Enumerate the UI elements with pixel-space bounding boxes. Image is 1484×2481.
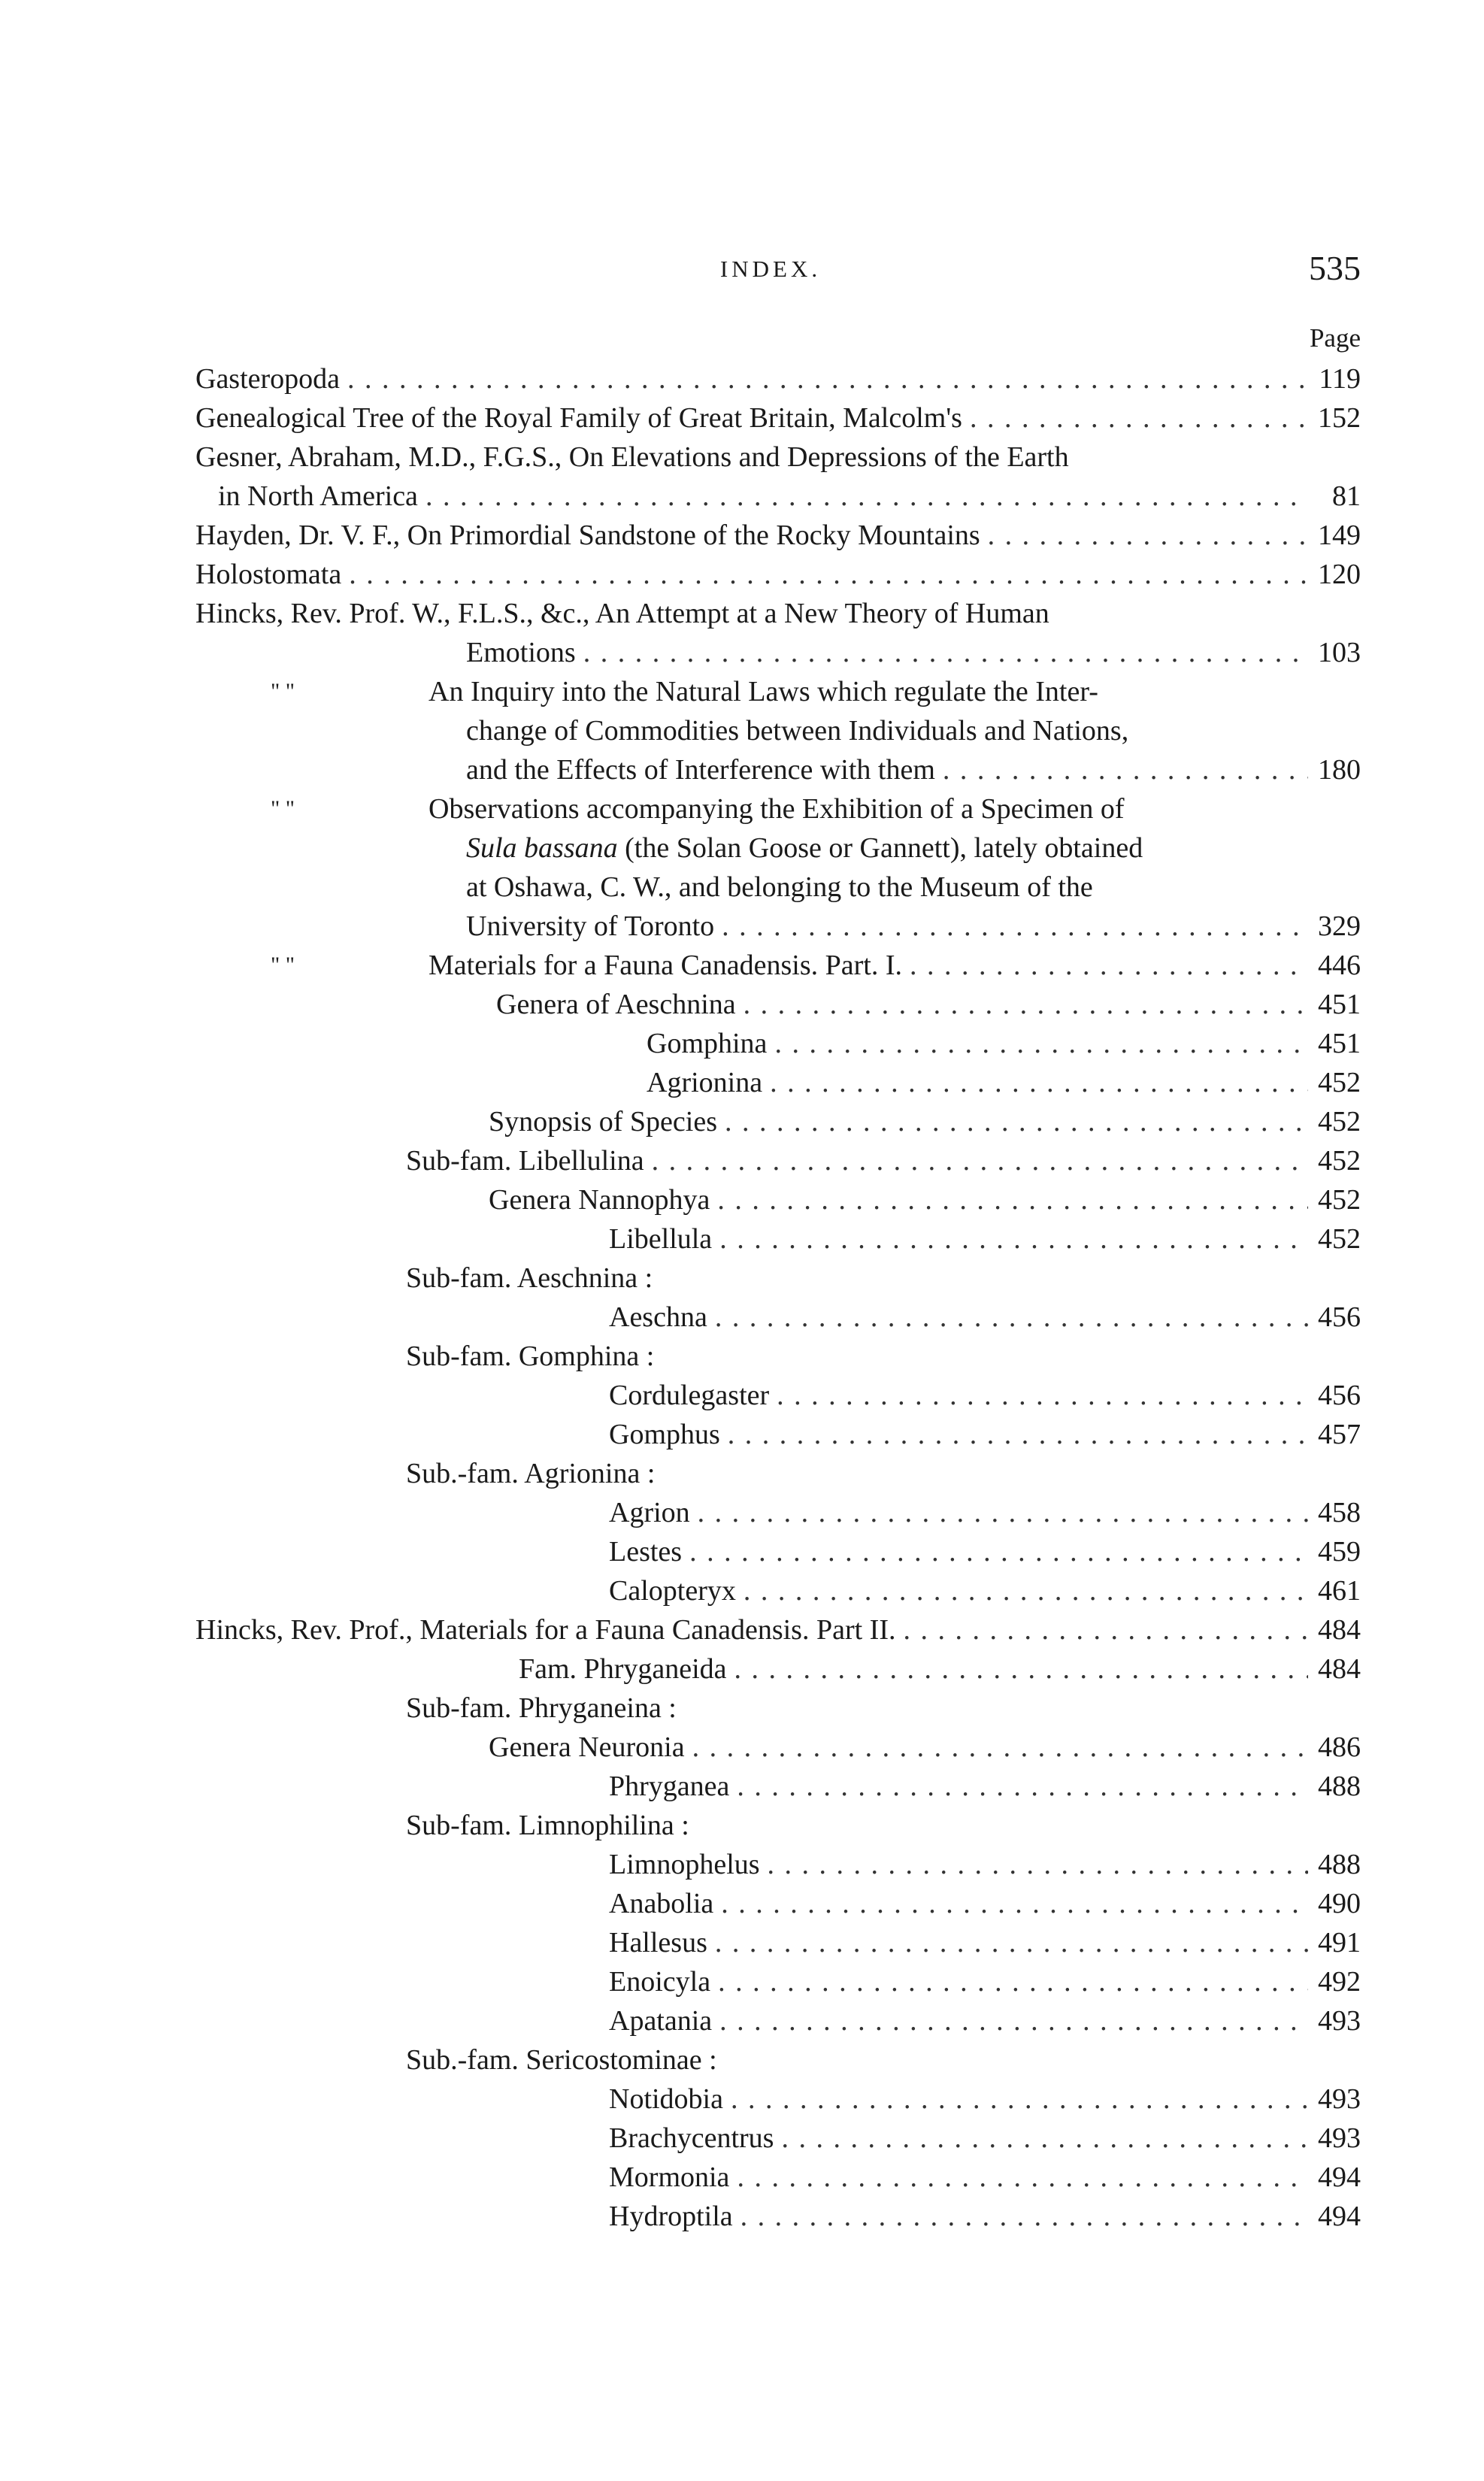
dot-leader bbox=[744, 985, 1308, 1024]
index-entry bbox=[195, 438, 1361, 477]
dot-leader bbox=[777, 1376, 1308, 1415]
dot-leader bbox=[722, 907, 1308, 946]
dot-leader bbox=[719, 2001, 1308, 2040]
index-entries bbox=[195, 359, 1361, 2236]
entry-text: Gesner, Abraham, M.D., F.G.S., On Elevations and Depressions of the Earth bbox=[195, 441, 1069, 473]
index-entry bbox=[195, 1845, 1361, 1884]
dot-leader bbox=[943, 750, 1308, 789]
dot-leader bbox=[349, 555, 1308, 594]
entry-text: Sub.-fam. Agrionina : bbox=[406, 1458, 656, 1489]
dot-leader bbox=[731, 2080, 1308, 2119]
entry-text: Hincks, Rev. Prof. W., F.L.S., &c., An Attempt at a New Theory of Human bbox=[195, 598, 1049, 629]
dot-leader bbox=[737, 2158, 1308, 2197]
entry-text: Hayden, Dr. V. F., On Primordial Sandstone of the Rocky Mountains bbox=[195, 520, 980, 551]
index-entry bbox=[195, 789, 1361, 829]
dot-leader bbox=[721, 1884, 1308, 1923]
entry-text: Fam. Phryganeida bbox=[519, 1653, 727, 1685]
index-entry bbox=[195, 1728, 1361, 1767]
entry-text: Synopsis of Species bbox=[489, 1106, 717, 1138]
dot-leader bbox=[970, 398, 1308, 438]
entry-text: Holostomata bbox=[195, 559, 342, 590]
entry-page-number: 490 bbox=[1318, 1888, 1361, 1919]
entry-text: Sub-fam. Phryganeina : bbox=[406, 1692, 677, 1724]
index-entry bbox=[195, 868, 1361, 907]
entry-page-number: 484 bbox=[1318, 1614, 1361, 1646]
entry-page-number: 486 bbox=[1318, 1731, 1361, 1763]
entry-page-number: 452 bbox=[1318, 1184, 1361, 1216]
entry-text: Genealogical Tree of the Royal Family of Great Britain, Malcolm's bbox=[195, 402, 962, 434]
entry-text: Genera of Aeschnina bbox=[496, 989, 736, 1020]
index-entry bbox=[195, 750, 1361, 789]
entry-page-number: 456 bbox=[1318, 1380, 1361, 1411]
entry-text: Hallesus bbox=[609, 1927, 707, 1958]
dot-leader bbox=[725, 1102, 1308, 1141]
entry-text: Gasteropoda bbox=[195, 363, 341, 395]
entry-page-number: 456 bbox=[1318, 1301, 1361, 1333]
entry-text: Notidobia bbox=[609, 2083, 723, 2115]
entry-text: Gomphina bbox=[647, 1028, 768, 1059]
page-header bbox=[180, 248, 1361, 301]
ditto-marks: " " bbox=[271, 953, 295, 977]
entry-text: Genera Nannophya bbox=[489, 1184, 710, 1216]
entry-page-number: 458 bbox=[1318, 1497, 1361, 1528]
entry-page-number: 493 bbox=[1318, 2083, 1361, 2115]
entry-page-number: 120 bbox=[1318, 559, 1361, 590]
dot-leader bbox=[689, 1532, 1308, 1571]
entry-text: Observations accompanying the Exhibition of a Specimen of bbox=[429, 793, 1125, 825]
index-entry bbox=[195, 1884, 1361, 1923]
index-entry bbox=[195, 2158, 1361, 2197]
entry-text: Calopteryx bbox=[609, 1575, 736, 1607]
entry-text: Apatania bbox=[609, 2005, 713, 2037]
entry-page-number: 152 bbox=[1318, 402, 1361, 434]
page-number: 535 bbox=[1309, 249, 1361, 287]
dot-leader bbox=[652, 1141, 1308, 1180]
index-entry bbox=[195, 985, 1361, 1024]
entry-text: Cordulegaster bbox=[609, 1380, 770, 1411]
entry-page-number: 493 bbox=[1318, 2005, 1361, 2037]
entry-text: Mormonia bbox=[609, 2161, 730, 2193]
dot-leader bbox=[717, 1180, 1308, 1219]
dot-leader bbox=[715, 1923, 1308, 1962]
dot-leader bbox=[718, 1962, 1308, 2001]
index-entry bbox=[195, 1180, 1361, 1219]
index-entry bbox=[195, 1063, 1361, 1102]
ditto-marks: " " bbox=[271, 679, 295, 704]
entry-text: Gomphus bbox=[609, 1419, 720, 1450]
dot-leader bbox=[770, 1063, 1308, 1102]
dot-leader bbox=[744, 1571, 1308, 1610]
entry-text: at Oshawa, C. W., and belonging to the Museum of the bbox=[466, 871, 1093, 903]
entry-text: Agrion bbox=[609, 1497, 690, 1528]
dot-leader bbox=[583, 633, 1308, 672]
entry-page-number: 492 bbox=[1318, 1966, 1361, 1998]
entry-page-number: 457 bbox=[1318, 1419, 1361, 1450]
index-entry bbox=[195, 1259, 1361, 1298]
dot-leader bbox=[426, 477, 1308, 516]
entry-text: Limnophelus bbox=[609, 1849, 760, 1880]
entry-page-number: 493 bbox=[1318, 2122, 1361, 2154]
entry-page-number: 81 bbox=[1332, 480, 1361, 512]
index-entry bbox=[195, 398, 1361, 438]
entry-text: Sub-fam. Limnophilina : bbox=[406, 1810, 689, 1841]
index-entry bbox=[195, 907, 1361, 946]
entry-text: Sub-fam. Aeschnina : bbox=[406, 1262, 653, 1294]
entry-page-number: 491 bbox=[1318, 1927, 1361, 1958]
index-entry bbox=[195, 1102, 1361, 1141]
dot-leader bbox=[347, 359, 1308, 398]
dot-leader bbox=[728, 1415, 1308, 1454]
entry-text: Hydroptila bbox=[609, 2201, 733, 2232]
index-entry bbox=[195, 829, 1361, 868]
entry-text: Hincks, Rev. Prof., Materials for a Fauna Canadensis. Part II. bbox=[195, 1614, 896, 1646]
index-entry bbox=[195, 633, 1361, 672]
index-entry bbox=[195, 477, 1361, 516]
index-entry bbox=[195, 516, 1361, 555]
index-entry bbox=[195, 2197, 1361, 2236]
entry-text: Enoicyla bbox=[609, 1966, 711, 1998]
running-head: INDEX. bbox=[719, 256, 822, 282]
entry-text: Sub.-fam. Sericostominae : bbox=[406, 2044, 717, 2076]
entry-text: Brachycentrus bbox=[609, 2122, 774, 2154]
entry-text: Sub-fam. Gomphina : bbox=[406, 1340, 655, 1372]
index-entry bbox=[195, 1493, 1361, 1532]
dot-leader bbox=[719, 1219, 1308, 1259]
entry-page-number: 451 bbox=[1318, 1028, 1361, 1059]
index-entry bbox=[195, 1337, 1361, 1376]
entry-page-number: 484 bbox=[1318, 1653, 1361, 1685]
entry-page-number: 119 bbox=[1319, 363, 1361, 395]
dot-leader bbox=[903, 1610, 1308, 1649]
index-entry bbox=[195, 1141, 1361, 1180]
dot-leader bbox=[768, 1845, 1308, 1884]
entry-page-number: 329 bbox=[1318, 910, 1361, 942]
dot-leader bbox=[774, 1024, 1308, 1063]
index-entry bbox=[195, 1610, 1361, 1649]
entry-text: Genera Neuronia bbox=[489, 1731, 685, 1763]
entry-page-number: 180 bbox=[1318, 754, 1361, 786]
index-entry bbox=[195, 1024, 1361, 1063]
dot-leader bbox=[910, 946, 1308, 985]
index-entry bbox=[195, 1532, 1361, 1571]
dot-leader bbox=[715, 1298, 1308, 1337]
dot-leader bbox=[740, 2197, 1308, 2236]
index-entry bbox=[195, 594, 1361, 633]
entry-page-number: 451 bbox=[1318, 989, 1361, 1020]
page-column-label: Page bbox=[1309, 323, 1361, 353]
entry-text: Sula bassana (the Solan Goose or Gannett), lately obtained bbox=[466, 832, 1143, 864]
entry-text: in North America bbox=[218, 480, 418, 512]
entry-page-number: 452 bbox=[1318, 1145, 1361, 1177]
entry-text: Emotions bbox=[466, 637, 576, 668]
entry-text: change of Commodities between Individuals and Nations, bbox=[466, 715, 1129, 747]
entry-page-number: 459 bbox=[1318, 1536, 1361, 1568]
dot-leader bbox=[734, 1649, 1308, 1689]
index-entry bbox=[195, 2080, 1361, 2119]
entry-page-number: 461 bbox=[1318, 1575, 1361, 1607]
entry-text: Agrionina bbox=[647, 1067, 763, 1098]
index-entry bbox=[195, 711, 1361, 750]
entry-page-number: 452 bbox=[1318, 1106, 1361, 1138]
entry-text: Phryganea bbox=[609, 1771, 730, 1802]
index-entry bbox=[195, 2001, 1361, 2040]
ditto-marks: " " bbox=[271, 796, 295, 821]
index-entry bbox=[195, 1649, 1361, 1689]
entry-text: Materials for a Fauna Canadensis. Part. I. bbox=[429, 950, 902, 981]
entry-page-number: 494 bbox=[1318, 2161, 1361, 2193]
dot-leader bbox=[781, 2119, 1308, 2158]
entry-page-number: 488 bbox=[1318, 1849, 1361, 1880]
index-entry bbox=[195, 1689, 1361, 1728]
entry-page-number: 452 bbox=[1318, 1067, 1361, 1098]
index-entry bbox=[195, 359, 1361, 398]
index-entry bbox=[195, 1219, 1361, 1259]
index-entry bbox=[195, 1415, 1361, 1454]
entry-text: and the Effects of Interference with them bbox=[466, 754, 935, 786]
dot-leader bbox=[698, 1493, 1308, 1532]
entry-page-number: 494 bbox=[1318, 2201, 1361, 2232]
index-entry bbox=[195, 1571, 1361, 1610]
index-entry bbox=[195, 1923, 1361, 1962]
entry-page-number: 103 bbox=[1318, 637, 1361, 668]
entry-text: An Inquiry into the Natural Laws which regulate the Inter- bbox=[429, 676, 1098, 707]
index-entry bbox=[195, 1454, 1361, 1493]
entry-text: Sub-fam. Libellulina bbox=[406, 1145, 644, 1177]
index-entry bbox=[195, 2119, 1361, 2158]
entry-text: Anabolia bbox=[609, 1888, 714, 1919]
dot-leader bbox=[737, 1767, 1308, 1806]
entry-text: Lestes bbox=[609, 1536, 683, 1568]
index-entry bbox=[195, 555, 1361, 594]
index-entry bbox=[195, 1376, 1361, 1415]
entry-page-number: 488 bbox=[1318, 1771, 1361, 1802]
index-entry bbox=[195, 1806, 1361, 1845]
dot-leader bbox=[692, 1728, 1308, 1767]
index-entry bbox=[195, 946, 1361, 985]
dot-leader bbox=[988, 516, 1308, 555]
entry-text: University of Toronto bbox=[466, 910, 715, 942]
index-entry bbox=[195, 2040, 1361, 2080]
index-entry bbox=[195, 1298, 1361, 1337]
entry-page-number: 446 bbox=[1318, 950, 1361, 981]
entry-text: Libellula bbox=[609, 1223, 713, 1255]
entry-page-number: 149 bbox=[1318, 520, 1361, 551]
entry-text: Aeschna bbox=[609, 1301, 707, 1333]
index-entry bbox=[195, 1767, 1361, 1806]
index-entry bbox=[195, 672, 1361, 711]
entry-page-number: 452 bbox=[1318, 1223, 1361, 1255]
index-entry bbox=[195, 1962, 1361, 2001]
